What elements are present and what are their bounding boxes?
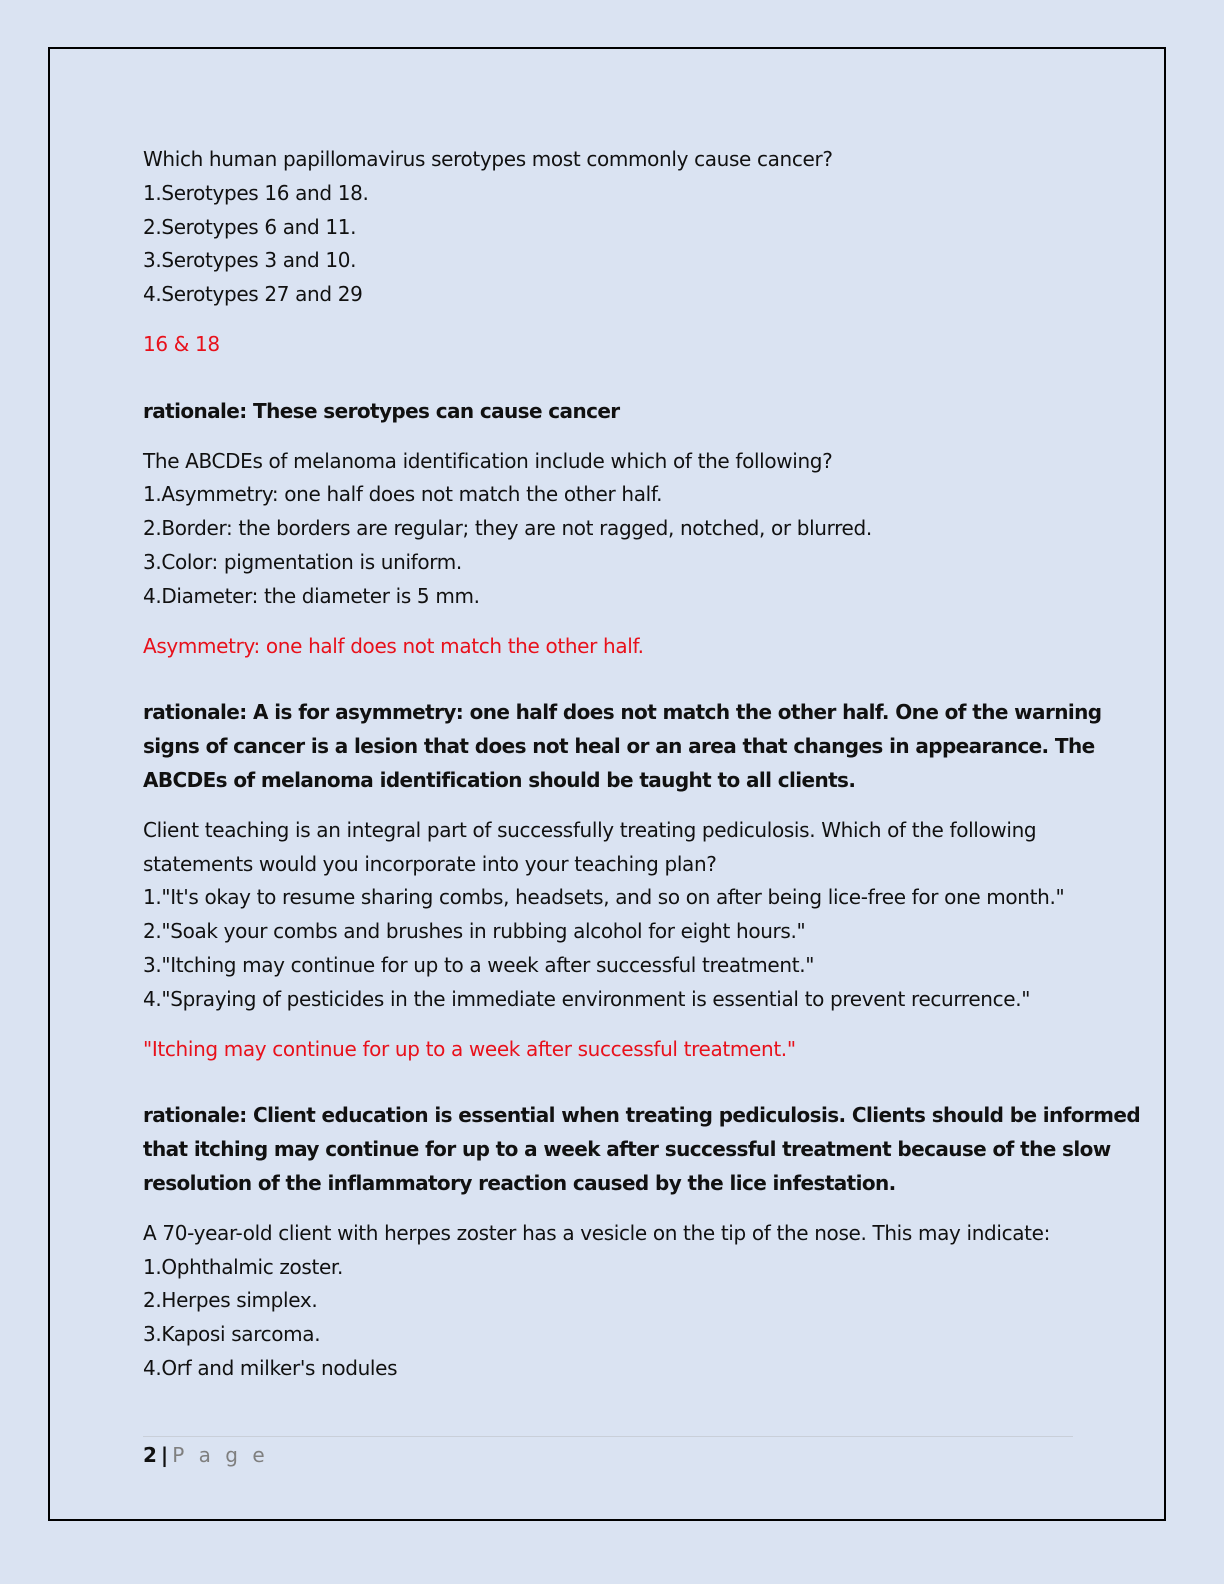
page-label: P a g e	[172, 1443, 269, 1467]
answer-option: 3.Serotypes 3 and 10.	[143, 248, 357, 273]
answer-option: 1."It's okay to resume sharing combs, headsets, and so on after being lice-free for one month."	[143, 885, 1065, 910]
answer-option: 2.Herpes simplex.	[143, 1288, 318, 1313]
correct-answer: "Itching may continue for up to a week after successful treatment."	[143, 1036, 796, 1061]
question-1	[143, 143, 1078, 312]
answer-option: 2."Soak your combs and brushes in rubbing alcohol for eight hours."	[143, 919, 806, 944]
answer-option: 3."Itching may continue for up to a week after successful treatment."	[143, 952, 815, 977]
footer-separator: |	[160, 1443, 169, 1467]
rationale	[143, 395, 1078, 429]
rationale-line: rationale: A is for asymmetry: one half does not match the other half. One of the warning	[143, 700, 1102, 725]
rationale-line: that itching may continue for up to a week after successful treatment because of the slow	[143, 1137, 1111, 1162]
answer-option: 3.Color: pigmentation is uniform.	[143, 549, 462, 574]
rationale-line: signs of cancer is a lesion that does not heal or an area that changes in appearance. The	[143, 734, 1095, 759]
document-body	[143, 143, 1141, 1386]
question-stem: Which human papillomavirus serotypes most commonly cause cancer?	[143, 147, 833, 171]
page-footer	[143, 1436, 1073, 1470]
page-number: 2	[143, 1443, 157, 1467]
answer-option: 3.Kaposi sarcoma.	[143, 1322, 321, 1347]
rationale	[143, 696, 1102, 797]
question-3	[143, 814, 1078, 1017]
question-stem: The ABCDEs of melanoma identification include which of the following?	[143, 448, 833, 473]
question-stem: A 70-year-old client with herpes zoster has a vesicle on the tip of the nose. This may indicate:	[143, 1220, 1050, 1245]
rationale-line: ABCDEs of melanoma identification should be taught to all clients.	[143, 767, 856, 792]
rationale	[143, 1099, 1141, 1200]
answer-option: 2.Border: the borders are regular; they are not ragged, notched, or blurred.	[143, 516, 872, 541]
rationale-line: rationale: Client education is essential when treating pediculosis. Clients should be informed	[143, 1103, 1141, 1128]
answer-option: 4.Diameter: the diameter is 5 mm.	[143, 583, 480, 608]
answer-option: 4."Spraying of pesticides in the immediate environment is essential to prevent recurrence."	[143, 986, 1031, 1011]
question-2	[143, 445, 1078, 614]
correct-answer: Asymmetry: one half does not match the other half.	[143, 633, 644, 658]
question-stem: statements would you incorporate into your teaching plan?	[143, 851, 717, 876]
correct-answer: 16 & 18	[143, 331, 220, 356]
question-stem: Client teaching is an integral part of successfully treating pediculosis. Which of the following	[143, 817, 1037, 842]
answer-option: 2.Serotypes 6 and 11.	[143, 214, 357, 239]
answer-option: 4.Orf and milker's nodules	[143, 1355, 398, 1380]
question-4	[143, 1217, 1078, 1386]
answer-option: 4.Serotypes 27 and 29	[143, 282, 363, 307]
answer-option: 1.Ophthalmic zoster.	[143, 1254, 343, 1279]
answer-option: 1.Asymmetry: one half does not match the other half.	[143, 482, 663, 507]
answer-option: 1.Serotypes 16 and 18.	[143, 180, 369, 205]
rationale-line: rationale: These serotypes can cause cancer	[143, 398, 620, 423]
rationale-line: resolution of the inflammatory reaction caused by the lice infestation.	[143, 1170, 896, 1195]
